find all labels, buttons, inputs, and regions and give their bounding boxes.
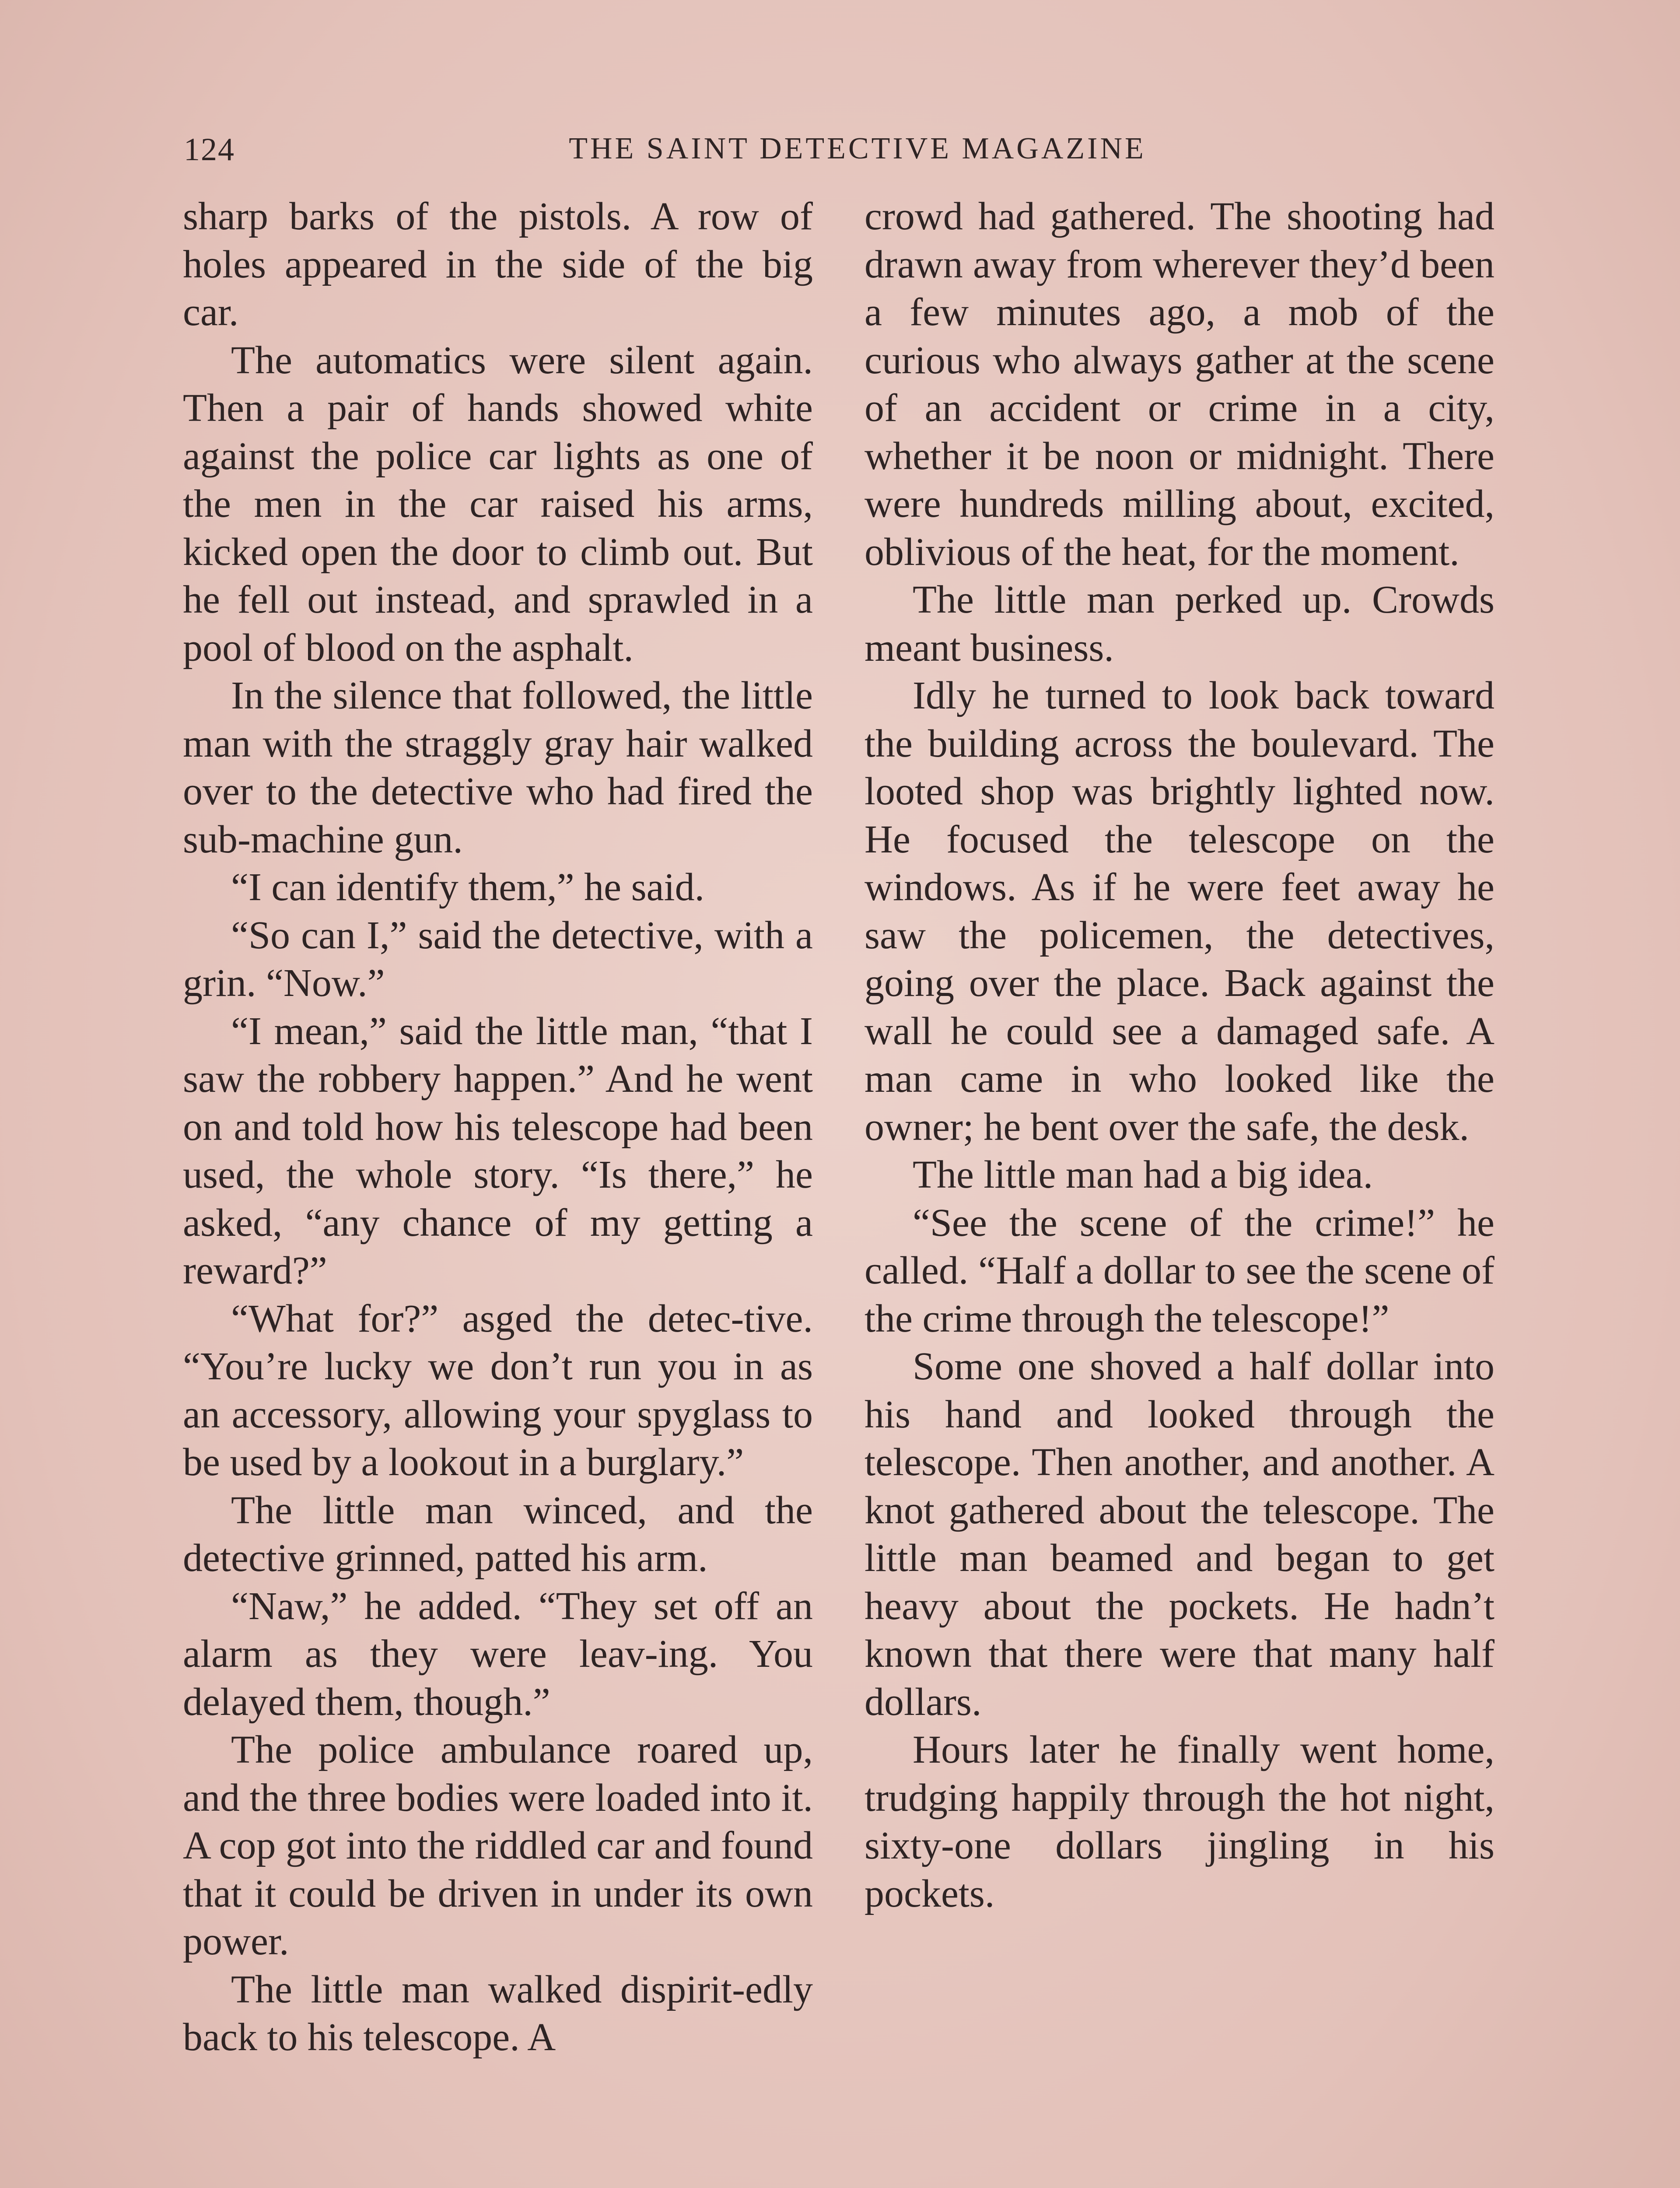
- paragraph: “See the scene of the crime!” he called. “Half a dollar to see the scene of the crime through the telescope!”: [864, 1201, 1494, 1340]
- page-number: 124: [184, 132, 235, 168]
- paragraph: In the silence that followed, the little man with the straggly gray hair walked over to the detective who had fired the sub-machine gun.: [183, 674, 813, 861]
- paragraph: The police ambulance roared up, and the three bodies were loaded into it. A cop got into the riddled car and found that it could be driven in under its own power.: [183, 1728, 813, 1963]
- paragraph: Hours later he finally went home, trudging happily through the hot night, sixty-one dollars jingling in his pockets.: [864, 1728, 1494, 1915]
- paragraph: crowd had gathered. The shooting had drawn away from wherever they’d been a few minutes ago, a mob of the curious who always gather at the scene of an accident or crime in a city, whether it be noon or midnight. There were hundreds milling about, excited, oblivious of the heat, for the moment.: [864, 195, 1494, 574]
- paragraph: sharp barks of the pistols. A row of holes appeared in the side of the big car.: [183, 195, 813, 334]
- paragraph: “Naw,” he added. “They set off an alarm as they were leav-ing. You delayed them, though.”: [183, 1584, 813, 1724]
- text-column-left: [183, 193, 813, 2062]
- paragraph: The little man perked up. Crowds meant business.: [864, 578, 1494, 670]
- paragraph: “What for?” asged the detec-tive. “You’re lucky we don’t run you in as an accessory, allowing your spyglass to be used by a lookout in a burglary.”: [183, 1297, 813, 1484]
- paragraph: The little man walked dispirit-edly back to his telescope. A: [183, 1967, 813, 2059]
- paragraph: The little man winced, and the detective grinned, patted his arm.: [183, 1488, 813, 1580]
- running-title: THE SAINT DETECTIVE MAGAZINE: [569, 132, 1146, 165]
- paragraph: Idly he turned to look back toward the building across the boulevard. The looted shop was brightly lighted now. He focused the telescope on the windows. As if he were feet away he saw the policemen, the detectives, going over the place. Back against the wall he could see a damaged safe. A man came in who looked like the owner; he bent over the safe, the desk.: [864, 674, 1494, 1149]
- text-column-right: [864, 193, 1494, 1918]
- paragraph: The automatics were silent again. Then a pair of hands showed white against the police car lights as one of the men in the car raised his arms, kicked open the door to climb out. But he fell out instead, and sprawled in a pool of blood on the asphalt.: [183, 338, 813, 670]
- paragraph: “I can identify them,” he said.: [231, 866, 705, 909]
- paragraph: The little man had a big idea.: [913, 1153, 1373, 1196]
- paragraph: Some one shoved a half dollar into his hand and looked through the telescope. Then another, and another. A knot gathered about the telescope. The little man beamed and began to get heavy about the pockets. He hadn’t known that there were that many half dollars.: [864, 1345, 1494, 1724]
- paragraph: “So can I,” said the detective, with a grin. “Now.”: [183, 913, 813, 1005]
- paragraph: “I mean,” said the little man, “that I saw the robbery happen.” And he went on and told how his telescope had been used, the whole story. “Is there,” he asked, “any chance of my getting a reward?”: [183, 1009, 813, 1292]
